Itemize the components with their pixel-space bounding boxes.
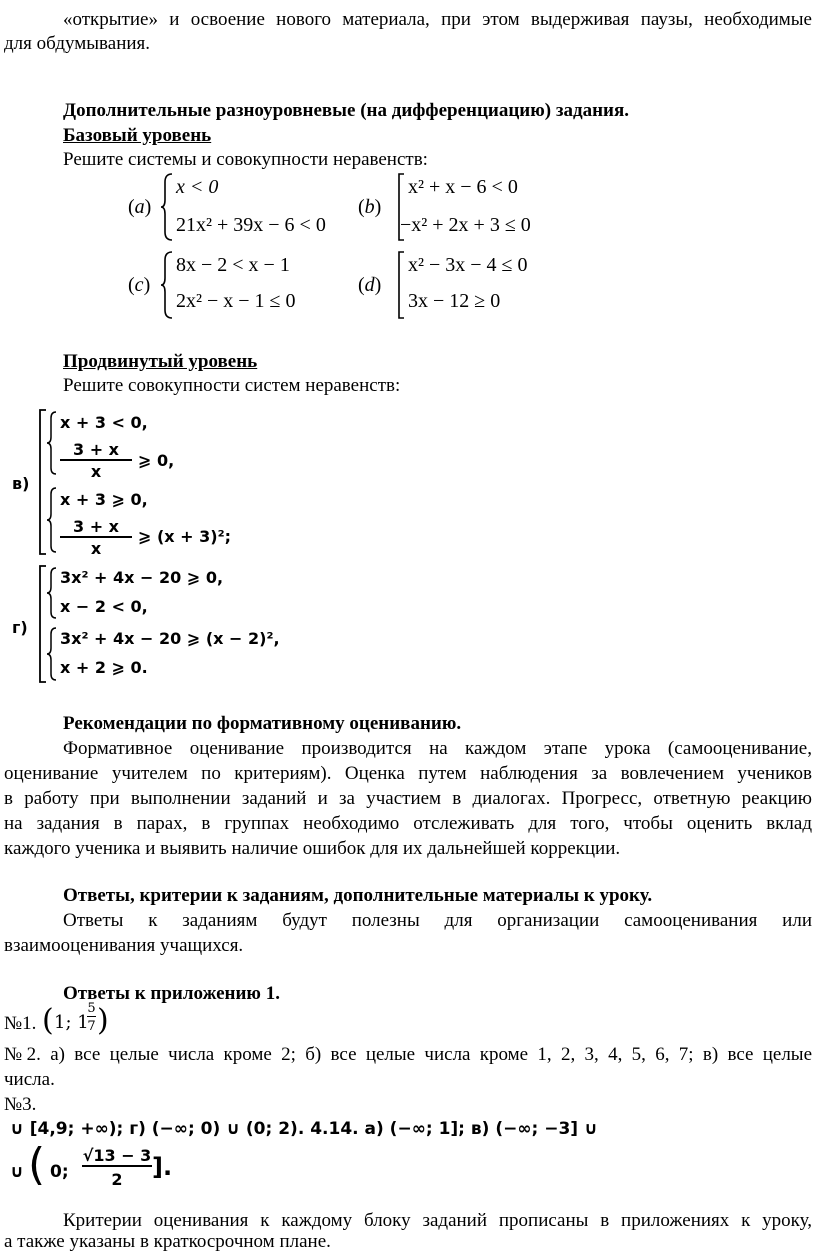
set-v-line-4-rhs: ⩾ (x + 3)²; [138, 527, 232, 546]
answers-heading: Ответы, критерии к заданиям, дополнительные материалы к уроку. [63, 885, 653, 906]
system-c-line-1: 8x − 2 < x − 1 [176, 254, 290, 276]
system-a-line-1: x < 0 [176, 176, 219, 198]
set-g-line-4: x + 2 ⩾ 0. [60, 658, 148, 677]
system-d-line-1: x² − 3x − 4 ≤ 0 [408, 254, 528, 276]
set-v-line-3: x + 3 ⩾ 0, [60, 490, 148, 509]
system-b-line-2: −x² + 2x + 3 ≤ 0 [400, 214, 531, 236]
answers-line-2: взаимооценивания учащихся. [4, 935, 244, 956]
set-g-label: г) [12, 618, 28, 637]
recommendations-line-4: на задания в парах, в группах необходимо отслеживать для того, чтобы оценить вклад [4, 813, 812, 834]
advanced-instruction: Решите совокупности систем неравенств: [63, 375, 401, 396]
system-a-line-2: 21x² + 39x − 6 < 0 [176, 214, 326, 236]
set-v-frac2-den: x [90, 539, 102, 558]
extra-tasks-heading: Дополнительные разноуровневые (на дифференциацию) задания. [63, 100, 630, 121]
appendix-heading: Ответы к приложению 1. [63, 983, 280, 1004]
system-a-label: (a) [128, 196, 152, 218]
answer-1-prefix: №1. [4, 1013, 37, 1034]
answer-1-open-paren: ( [42, 1003, 54, 1038]
system-d-line-2: 3x − 12 ≥ 0 [408, 290, 501, 312]
recommendations-line-1: Формативное оценивание производится на каждом этапе урока (самооценивание, [63, 738, 812, 759]
recommendations-heading: Рекомендации по формативному оцениванию. [63, 713, 462, 734]
curly-brace-icon [46, 410, 58, 476]
system-d-label: (d) [358, 274, 382, 296]
answer-1-close-paren: ) [97, 1003, 109, 1038]
answer-3-open-paren: ( [28, 1139, 46, 1190]
system-c-line-2: 2x² − x − 1 ≤ 0 [176, 290, 296, 312]
basic-instruction: Решите системы и совокупности неравенств: [63, 149, 428, 170]
set-g-line-2: x − 2 < 0, [60, 597, 148, 616]
answer-3-prefix: №3. [4, 1094, 37, 1115]
system-b-line-1: x² + x − 6 < 0 [408, 176, 518, 198]
set-v-frac2-num: 3 + x [60, 517, 132, 538]
curly-brace-icon [46, 566, 58, 620]
set-v-line-2-rhs: ⩾ 0, [138, 451, 175, 470]
set-g-line-1: 3x² + 4x − 20 ⩾ 0, [60, 568, 224, 587]
set-v-frac1-den: x [90, 462, 102, 481]
recommendations-line-5: каждого ученика и выявить наличие ошибок для их дальнейшей коррекции. [4, 838, 621, 859]
curly-brace-icon [160, 172, 174, 242]
answer-3-frac-den: 2 [111, 1170, 123, 1189]
set-v-label: в) [12, 474, 30, 493]
answer-3-close: ]. [152, 1153, 173, 1181]
set-v-frac1-num: 3 + x [60, 440, 132, 461]
advanced-level-heading: Продвинутый уровень [63, 351, 258, 372]
answer-1-frac-num: 5 [87, 1001, 96, 1016]
curly-brace-icon [160, 250, 174, 320]
answers-line-1: Ответы к заданиям будут полезны для организации самооценивания или [63, 910, 812, 931]
recommendations-line-3: в работу при выполнении заданий и за участием в диалогах. Прогресс, ответную реакцию [4, 788, 812, 809]
system-c-label: (c) [128, 274, 151, 296]
answer-3-union-sign: ∪ [10, 1162, 24, 1182]
criteria-line-1: Критерии оценивания к каждому блоку заданий прописаны в приложениях к уроку, [63, 1210, 812, 1231]
answer-2-line-1: №2. а) все целые числа кроме 2; б) все целые числа кроме 1, 2, 3, 4, 5, 6, 7; в) все целые [4, 1044, 812, 1065]
intro-line-1: «открытие» и освоение нового материала, при этом выдерживая паузы, необходимые [63, 9, 812, 30]
set-g-line-3: 3x² + 4x − 20 ⩾ (x − 2)², [60, 629, 280, 648]
recommendations-line-2: оценивание учителем по критериям). Оценка путем наблюдения за вовлечением учеников [4, 763, 812, 784]
criteria-line-2: а также указаны в краткосрочном плане. [4, 1231, 331, 1252]
curly-brace-icon [46, 486, 58, 554]
answer-2-line-2: числа. [4, 1069, 55, 1090]
answer-3-zero: 0; [50, 1162, 69, 1182]
intro-line-2: для обдумывания. [4, 33, 151, 54]
square-bracket-icon [396, 250, 406, 320]
system-b-label: (b) [358, 196, 382, 218]
answer-3-frac-num: √13 − 3 [82, 1146, 152, 1165]
set-v-line-1: x + 3 < 0, [60, 413, 148, 432]
answer-1-value: 1; 1 [54, 1012, 89, 1033]
curly-brace-icon [46, 626, 58, 682]
basic-level-heading: Базовый уровень [63, 125, 212, 146]
answer-1-frac-den: 7 [87, 1019, 96, 1034]
answer-3-image-line-1: ∪ [4,9; +∞); г) (−∞; 0) ∪ (0; 2). 4.14. а) (−∞; 1]; в) (−∞; −3] ∪ [10, 1119, 598, 1139]
